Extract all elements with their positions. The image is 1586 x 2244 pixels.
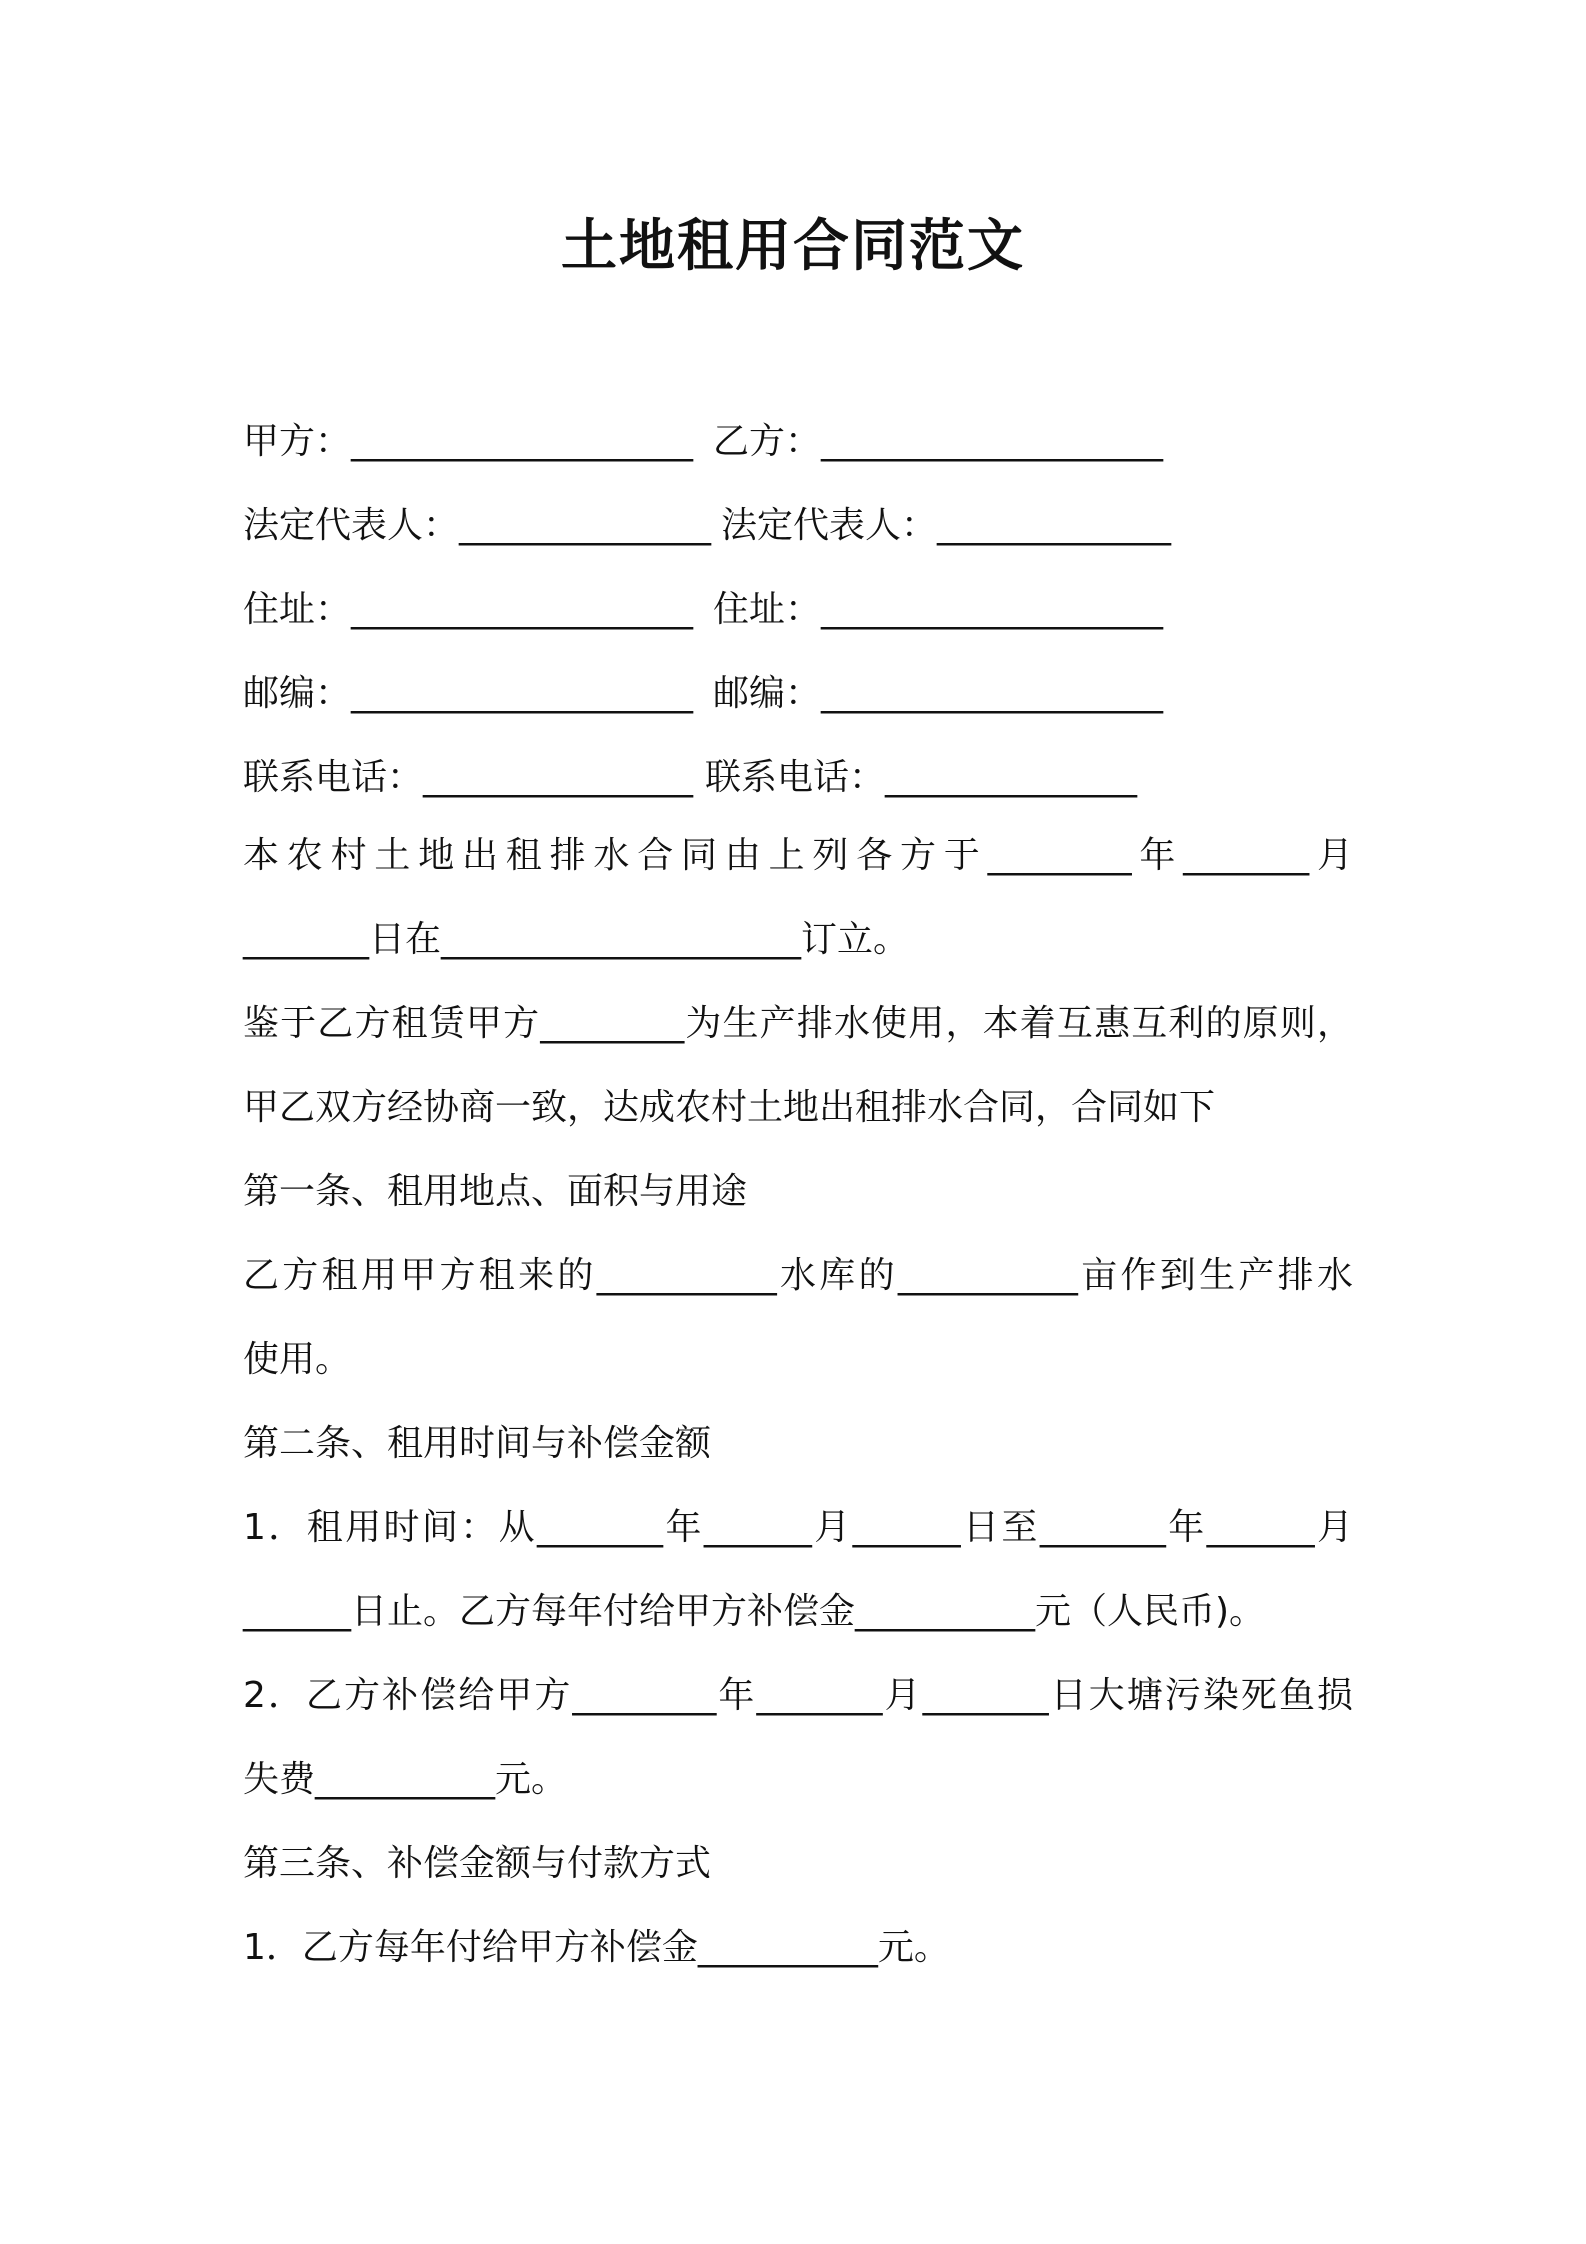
party-a-name-line: 甲方：___________________ — [243, 421, 694, 462]
contract-intro-line-1: 本农村土地出租排水合同由上列各方于________年_______月 — [243, 835, 1353, 876]
document-title: 土地租用合同范文 — [561, 214, 1025, 279]
article-2-item-2-line-2: 失费__________元。 — [243, 1759, 568, 1800]
party-a-postcode-line: 邮编：___________________ — [243, 673, 694, 714]
party-a-address-line: 住址：___________________ — [243, 589, 694, 630]
contract-intro-line-2: _______日在____________________订立。 — [243, 919, 910, 960]
article-3-item-1: 1．乙方每年付给甲方补偿金__________元。 — [243, 1927, 950, 1968]
article-1-heading: 第一条、租用地点、面积与用途 — [243, 1171, 748, 1212]
preamble-line-1: 鉴于乙方租赁甲方________为生产排水使用，本着互惠互利的原则， — [243, 1003, 1353, 1044]
article-2-item-1-line-2: ______日止。乙方每年付给甲方补偿金__________元（人民币)。 — [243, 1591, 1266, 1632]
article-2-heading: 第二条、租用时间与补偿金额 — [243, 1423, 712, 1464]
party-b-phone-line: 联系电话：______________ — [705, 757, 1138, 798]
article-2-item-1-line-1: 1．租用时间：从_______年______月______日至_______年______月 — [243, 1507, 1353, 1548]
party-b-postcode-line: 邮编：___________________ — [713, 673, 1164, 714]
article-2-item-2-line-1: 2．乙方补偿给甲方________年_______月_______日大塘污染死鱼损 — [243, 1675, 1353, 1716]
article-1-text-line-1: 乙方租用甲方租来的__________水库的__________亩作到生产排水 — [243, 1255, 1353, 1296]
party-a-phone-line: 联系电话：_______________ — [243, 757, 694, 798]
article-3-heading: 第三条、补偿金额与付款方式 — [243, 1843, 712, 1884]
party-b-legal-rep-line: 法定代表人：_____________ — [721, 505, 1172, 546]
party-b-address-line: 住址：___________________ — [713, 589, 1164, 630]
party-a-legal-rep-line: 法定代表人：______________ — [243, 505, 712, 546]
party-b-name-line: 乙方：___________________ — [713, 421, 1164, 462]
preamble-line-2: 甲乙双方经协商一致，达成农村土地出租排水合同，合同如下 — [243, 1087, 1216, 1128]
article-1-text-line-2: 使用。 — [243, 1339, 352, 1380]
